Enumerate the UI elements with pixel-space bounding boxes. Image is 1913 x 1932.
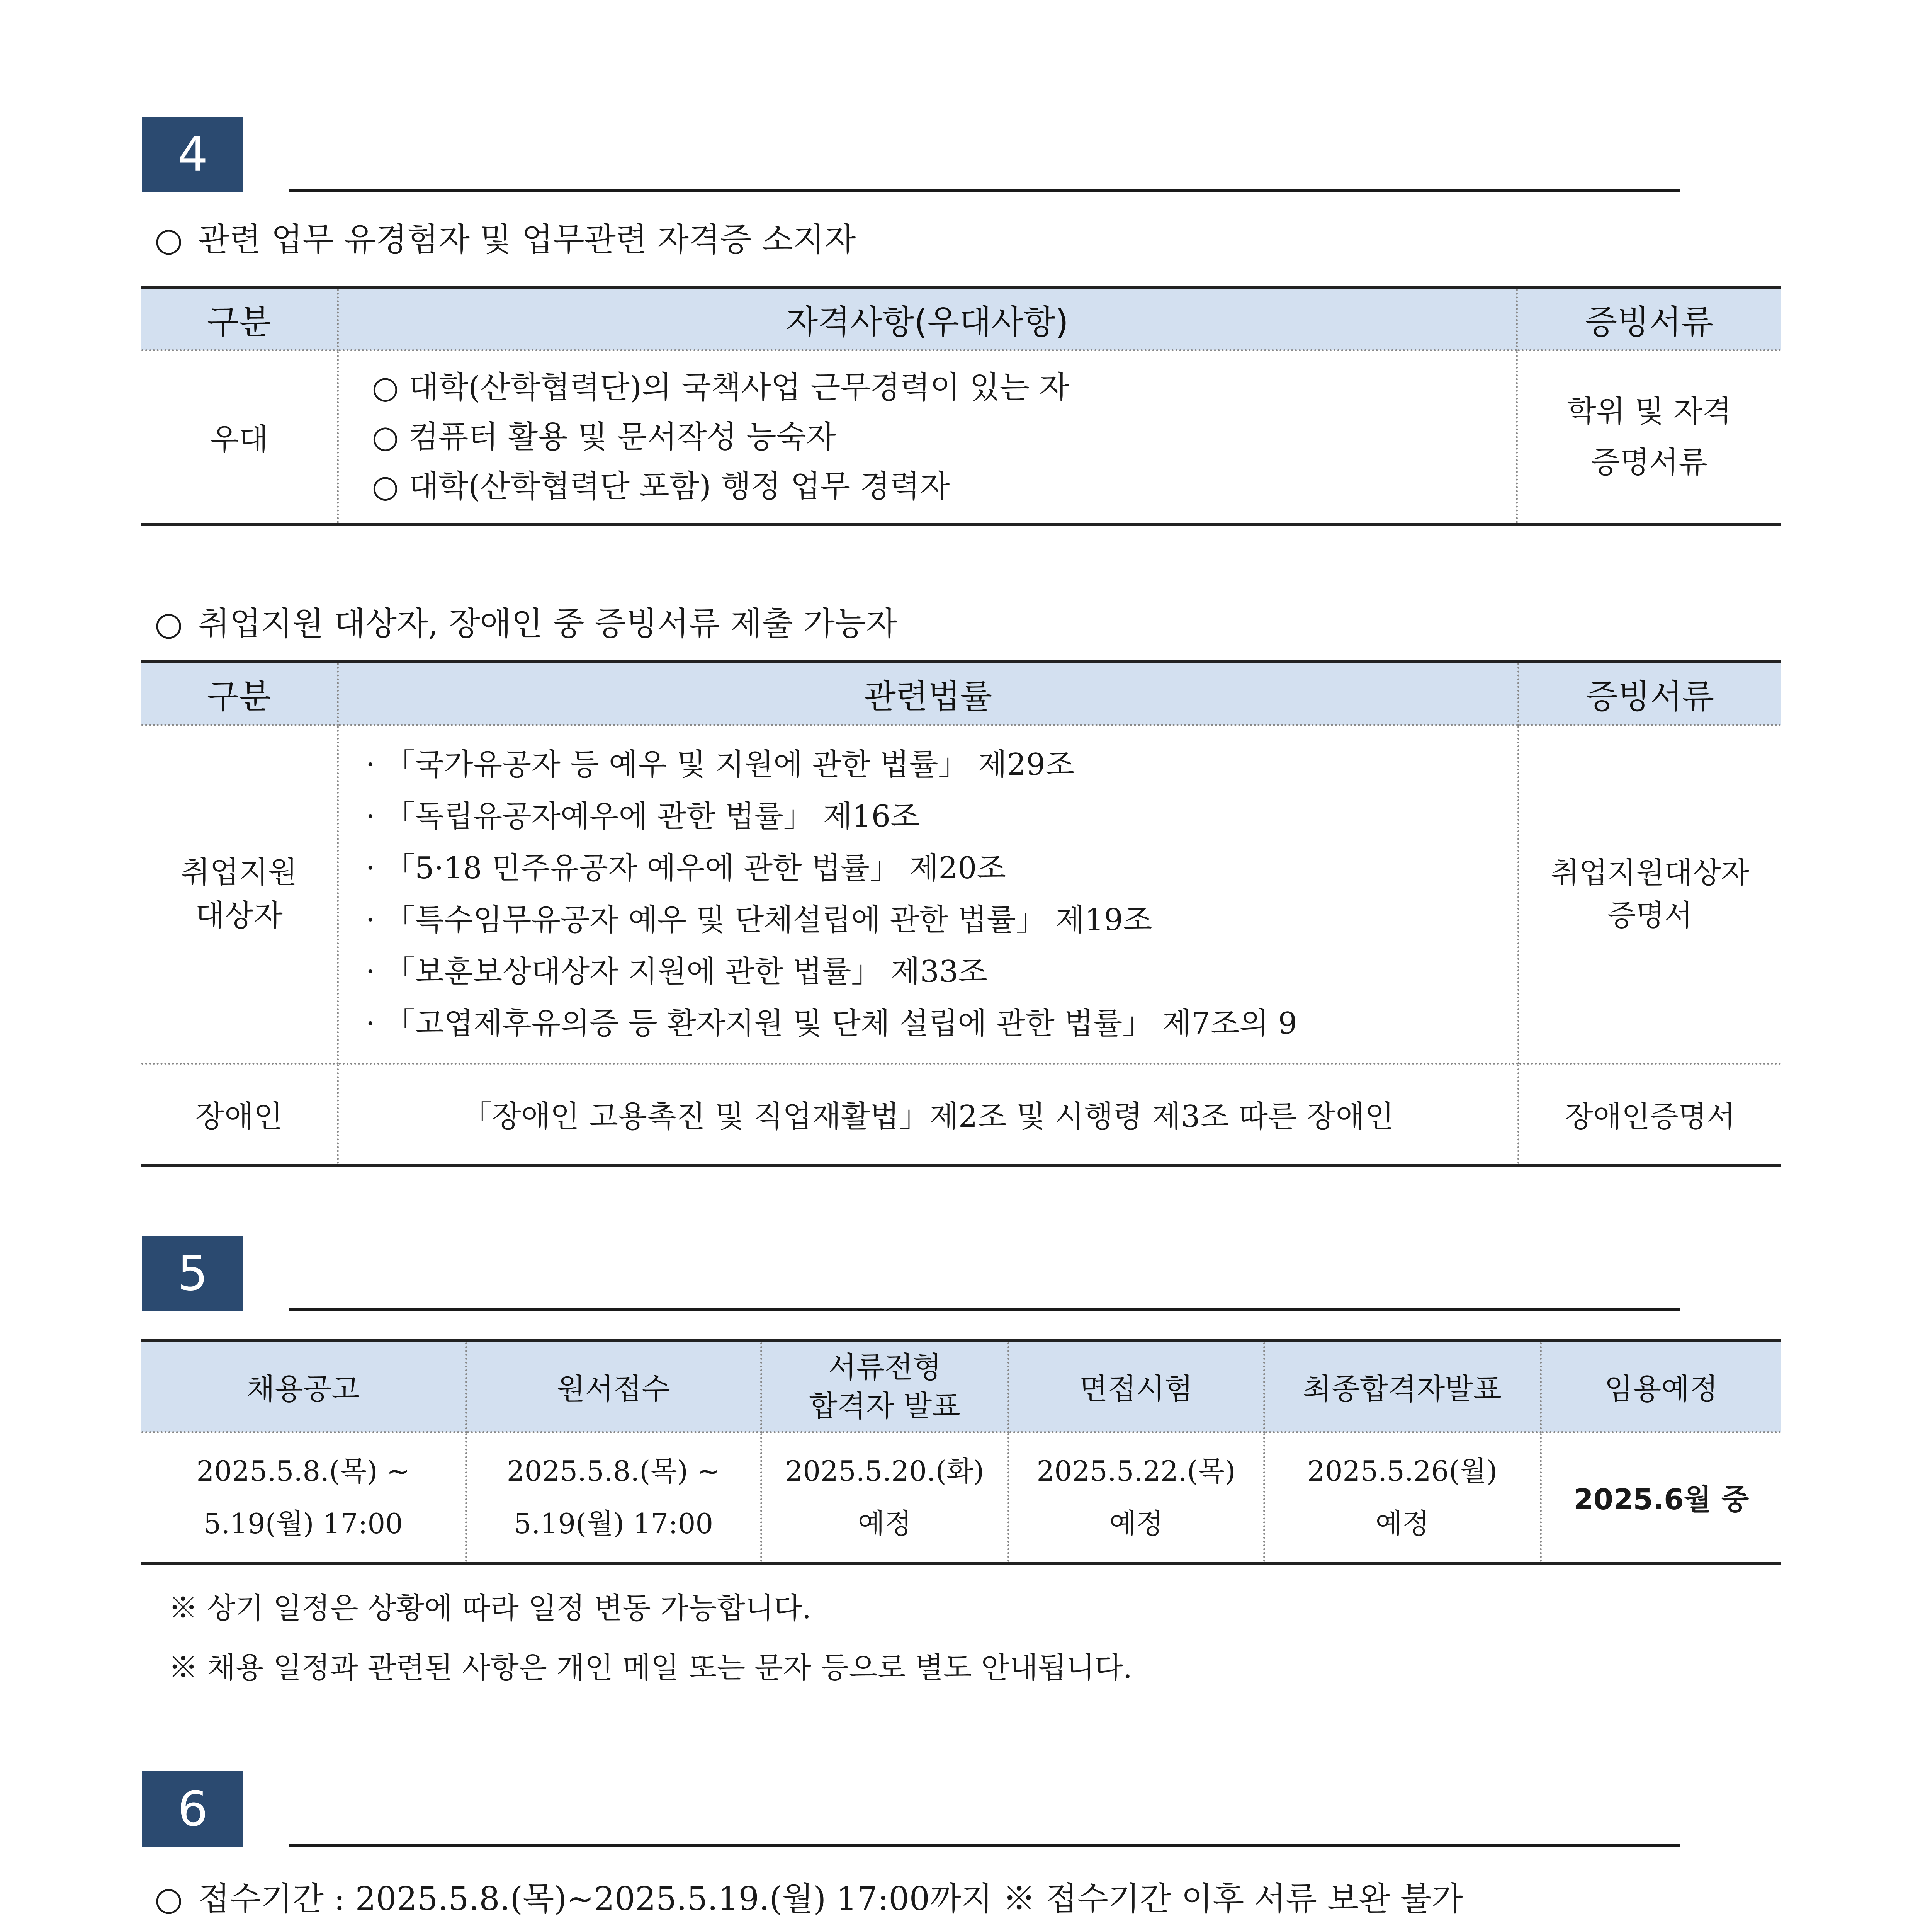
para-text: 관련 업무 유경험자 및 업무관련 자격증 소지자 xyxy=(198,221,856,259)
para-text: 취업지원 대상자, 장애인 중 증빙서류 제출 가능자 xyxy=(198,605,898,643)
list-item: · 「고엽제후유의증 등 환자지원 및 단체 설립에 관한 법률」 제7조의 9 xyxy=(365,1006,1298,1041)
section-6-number-box xyxy=(142,1771,243,1847)
header-announcement: 채용공고 xyxy=(141,1341,466,1432)
period-text: 접수기간 : 2025.5.8.(목)~2025.5.19.(월) 17:00까지 ※ 접수기간 이후 서류 보완 불가 xyxy=(198,1880,1463,1918)
list-item: ○ 대학(산학협력단)의 국책사업 근무경력이 있는 자 xyxy=(372,369,1069,406)
schedule-note: ※ 상기 일정은 상황에 따라 일정 변동 가능합니다. xyxy=(168,1591,812,1625)
schedule-cell: 2025.5.8.(목) ~ 5.19(월) 17:00 xyxy=(466,1432,761,1563)
circle-bullet-icon: ○ xyxy=(155,605,183,643)
section-5-title-line xyxy=(289,1308,1680,1311)
section-5-number: 5 xyxy=(177,1246,208,1301)
schedule-cell: 2025.5.8.(목) ~ 5.19(월) 17:00 xyxy=(141,1432,466,1563)
section-5-number-box xyxy=(142,1236,243,1311)
row-category: 우대 xyxy=(141,350,338,525)
schedule-cell: 2025.5.26(월) 예정 xyxy=(1264,1432,1541,1563)
header-category: 구분 xyxy=(141,662,338,725)
row-docs: 학위 및 자격 증명서류 xyxy=(1517,350,1781,525)
section-4-para-1 xyxy=(155,221,856,259)
list-item: ○ 컴퓨터 활용 및 문서작성 능숙자 xyxy=(372,419,836,455)
section-4-title-line xyxy=(289,189,1680,192)
row-law: 「장애인 고용촉진 및 직업재활법」제2조 및 시행령 제3조 따른 장애인 xyxy=(338,1063,1518,1165)
section-4-number: 4 xyxy=(177,127,208,182)
section-4-para-2 xyxy=(155,605,898,643)
list-item: · 「5·18 민주유공자 예우에 관한 법률」 제20조 xyxy=(365,851,1006,886)
row-docs: 장애인증명서 xyxy=(1518,1063,1781,1165)
row-items xyxy=(338,350,1517,525)
header-qualifications: 자격사항(우대사항) xyxy=(338,287,1517,350)
circle-bullet-icon: ○ xyxy=(155,1880,183,1918)
header-application: 원서접수 xyxy=(466,1341,761,1432)
header-documents: 증빙서류 xyxy=(1518,662,1781,725)
section-4-number-box xyxy=(142,117,243,192)
row-laws xyxy=(338,725,1518,1063)
list-item: ○ 대학(산학협력단 포함) 행정 업무 경력자 xyxy=(372,468,950,505)
application-period xyxy=(155,1880,1463,1918)
schedule-cell: 2025.5.20.(화) 예정 xyxy=(761,1432,1008,1563)
law-table xyxy=(141,660,1781,1167)
header-interview: 면접시험 xyxy=(1008,1341,1264,1432)
list-item: · 「독립유공자예우에 관한 법률」 제16조 xyxy=(365,799,920,834)
list-item: · 「보훈보상대상자 지원에 관한 법률」 제33조 xyxy=(365,954,988,989)
schedule-cell: 2025.5.22.(목) 예정 xyxy=(1008,1432,1264,1563)
circle-bullet-icon: ○ xyxy=(155,221,183,259)
qualification-table xyxy=(141,286,1781,526)
header-appointment: 임용예정 xyxy=(1541,1341,1781,1432)
row-docs: 취업지원대상자 증명서 xyxy=(1518,725,1781,1063)
header-category: 구분 xyxy=(141,287,338,350)
list-item: · 「특수임무유공자 예우 및 단체설립에 관한 법률」 제19조 xyxy=(365,903,1152,937)
row-category: 취업지원 대상자 xyxy=(141,725,338,1063)
header-final-result: 최종합격자발표 xyxy=(1264,1341,1541,1432)
header-document-result: 서류전형 합격자 발표 xyxy=(761,1341,1008,1432)
schedule-cell: 2025.6월 중 xyxy=(1541,1432,1781,1563)
header-laws: 관련법률 xyxy=(338,662,1518,725)
section-6-number: 6 xyxy=(177,1781,208,1837)
list-item: · 「국가유공자 등 예우 및 지원에 관한 법률」 제29조 xyxy=(365,747,1075,782)
header-documents: 증빙서류 xyxy=(1517,287,1781,350)
schedule-table xyxy=(141,1339,1781,1565)
schedule-note: ※ 채용 일정과 관련된 사항은 개인 메일 또는 문자 등으로 별도 안내됩니다. xyxy=(168,1650,1132,1685)
section-6-title-line xyxy=(289,1844,1680,1847)
row-category: 장애인 xyxy=(141,1063,338,1165)
